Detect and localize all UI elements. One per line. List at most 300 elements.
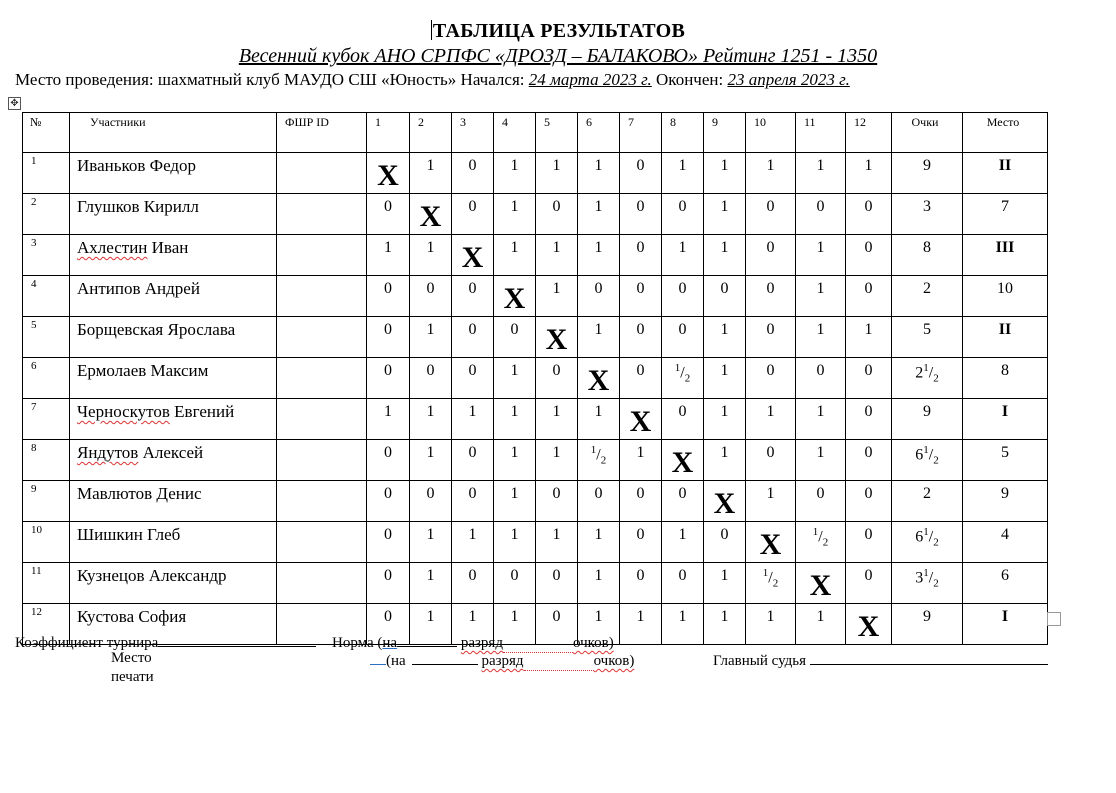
header-round: 6 (578, 113, 620, 153)
header-place: Место (963, 113, 1048, 153)
result-value: 0 (594, 280, 603, 297)
points-cell (892, 481, 963, 522)
self-cross-cell (494, 276, 536, 317)
result-value: 0 (720, 280, 729, 297)
result-cell (796, 604, 846, 645)
result-value: 1 (510, 444, 519, 461)
result-cell (796, 481, 846, 522)
result-value: 0 (864, 444, 873, 461)
result-cell (846, 563, 892, 604)
fshr-id-cell (277, 194, 367, 235)
result-cell (704, 194, 746, 235)
table-row (23, 440, 1048, 481)
participant-name (70, 317, 277, 358)
result-value: 1 (426, 403, 435, 420)
result-value: 1 (864, 321, 873, 338)
row-number: 2 (23, 194, 70, 235)
result-cell (536, 276, 578, 317)
points-value: 9 (923, 157, 931, 174)
points-cell (892, 235, 963, 276)
header-round: 9 (704, 113, 746, 153)
participant-name-text: Кузнецов Александр (77, 566, 227, 585)
result-value: 1 (816, 157, 825, 174)
result-value: 1 (510, 485, 519, 502)
result-value: 1 (816, 239, 825, 256)
result-cell (746, 481, 796, 522)
result-cell (367, 358, 410, 399)
footer-coefficient (15, 632, 316, 652)
result-cell (578, 481, 620, 522)
result-cell (746, 440, 796, 481)
result-value: $^1/_2$ (762, 567, 779, 590)
result-cell (846, 153, 892, 194)
result-cell (846, 194, 892, 235)
points-cell (892, 358, 963, 399)
result-cell (662, 153, 704, 194)
result-cell (494, 481, 536, 522)
result-cell (846, 522, 892, 563)
result-cell (796, 235, 846, 276)
result-cell (536, 153, 578, 194)
result-cell (494, 153, 536, 194)
result-value: 0 (384, 280, 392, 297)
judge-label: Главный судья (713, 653, 807, 669)
result-cell (452, 481, 494, 522)
row-number: 3 (23, 235, 70, 276)
result-cell (662, 317, 704, 358)
self-cross-cell (662, 440, 704, 481)
result-value: 0 (766, 280, 775, 297)
participant-name-text: Ахлестин Иван (77, 238, 189, 257)
points-cell (892, 440, 963, 481)
header-round: 7 (620, 113, 662, 153)
result-value: 0 (816, 362, 825, 379)
result-value: 1 (384, 403, 392, 420)
points-value: 9 (923, 403, 931, 420)
result-cell (662, 522, 704, 563)
table-row (23, 481, 1048, 522)
self-cross-cell (746, 522, 796, 563)
result-cell (452, 563, 494, 604)
cross-mark: X (857, 610, 880, 643)
result-value: 1 (720, 403, 729, 420)
result-value: 0 (678, 198, 687, 215)
result-value: 1 (552, 280, 561, 297)
result-value: 0 (510, 321, 519, 338)
points-value: 2 (923, 280, 931, 297)
result-cell (452, 358, 494, 399)
footer-norm-2: (на разряд очков) (370, 650, 634, 671)
result-cell (662, 604, 704, 645)
result-value: 0 (636, 157, 645, 174)
points-cell (892, 194, 963, 235)
cross-mark: X (809, 569, 832, 602)
result-cell (452, 317, 494, 358)
place-value: III (995, 239, 1015, 256)
result-cell (662, 563, 704, 604)
norm-razryad: разряд (460, 635, 503, 651)
result-value: 1 (766, 485, 775, 502)
result-cell (494, 358, 536, 399)
result-cell (746, 153, 796, 194)
result-value: 0 (468, 362, 477, 379)
result-value: 1 (426, 608, 435, 625)
result-cell (704, 235, 746, 276)
place-cell (963, 563, 1048, 604)
result-value: 1 (468, 403, 477, 420)
result-value: 1 (766, 157, 775, 174)
table-row (23, 522, 1048, 563)
result-cell (846, 399, 892, 440)
result-value: 1 (678, 608, 687, 625)
start-date: 24 марта 2023 г. (528, 70, 652, 89)
result-value: 1 (510, 157, 519, 174)
result-cell (410, 235, 452, 276)
table-resize-handle[interactable] (1047, 612, 1061, 626)
result-value: 1 (720, 567, 729, 584)
result-value: 0 (384, 198, 392, 215)
result-cell (746, 194, 796, 235)
fshr-id-cell (277, 317, 367, 358)
place-value: 5 (1001, 444, 1009, 461)
participant-name-text: Кустова София (77, 607, 187, 626)
self-cross-cell (452, 235, 494, 276)
result-value: $^1/_2$ (590, 444, 607, 467)
points-value: $6^1/_2$ (915, 526, 939, 549)
place-cell (963, 481, 1048, 522)
row-number: 4 (23, 276, 70, 317)
result-cell (494, 235, 536, 276)
result-cell (536, 235, 578, 276)
row-number: 12 (23, 604, 70, 645)
row-number: 8 (23, 440, 70, 481)
end-prefix: Окончен: (656, 70, 724, 89)
norm2-na: на (391, 653, 406, 669)
place-value: 8 (1001, 362, 1009, 379)
result-value: 0 (426, 362, 435, 379)
result-value: 0 (636, 321, 645, 338)
place-cell (963, 604, 1048, 645)
result-cell (536, 194, 578, 235)
participant-name (70, 563, 277, 604)
result-cell (536, 563, 578, 604)
participant-name (70, 522, 277, 563)
result-value: 0 (766, 239, 775, 256)
result-value: 0 (552, 485, 561, 502)
result-value: 0 (552, 362, 561, 379)
result-cell (620, 358, 662, 399)
result-cell (704, 440, 746, 481)
result-value: 0 (384, 526, 392, 543)
header-round: 10 (746, 113, 796, 153)
result-cell (846, 481, 892, 522)
participant-name-text: Яндутов Алексей (77, 443, 204, 462)
place-value: I (1001, 608, 1009, 625)
results-table (22, 112, 1048, 645)
result-value: 1 (720, 362, 729, 379)
result-cell (796, 194, 846, 235)
result-value: 1 (594, 608, 603, 625)
result-value: 1 (510, 239, 519, 256)
result-cell (410, 563, 452, 604)
header-fshr-id: ФШР ID (277, 113, 367, 153)
result-value: 0 (766, 198, 775, 215)
result-cell (620, 153, 662, 194)
result-cell (704, 276, 746, 317)
result-value: 0 (864, 280, 873, 297)
table-row (23, 276, 1048, 317)
result-value: 0 (678, 567, 687, 584)
result-value: 1 (510, 526, 519, 543)
result-cell (620, 563, 662, 604)
fshr-id-cell (277, 399, 367, 440)
result-value: 0 (636, 362, 645, 379)
result-value: 1 (678, 239, 687, 256)
cross-mark: X (759, 528, 782, 561)
result-cell (367, 276, 410, 317)
result-cell (704, 522, 746, 563)
cross-mark: X (377, 159, 399, 192)
result-value: 1 (816, 444, 825, 461)
result-cell (662, 481, 704, 522)
result-cell (367, 440, 410, 481)
footer-judge (713, 650, 1048, 670)
result-cell (746, 604, 796, 645)
table-row (23, 563, 1048, 604)
result-cell (796, 440, 846, 481)
table-row (23, 317, 1048, 358)
place-value: II (998, 321, 1012, 338)
result-value: 1 (426, 321, 435, 338)
result-cell (410, 440, 452, 481)
points-cell (892, 276, 963, 317)
result-cell (494, 317, 536, 358)
result-value: 0 (384, 321, 392, 338)
points-value: $2^1/_2$ (915, 362, 939, 385)
points-value: 9 (923, 608, 931, 625)
norm-blank[interactable] (397, 632, 457, 647)
result-cell (410, 399, 452, 440)
self-cross-cell (620, 399, 662, 440)
result-value: 1 (594, 526, 603, 543)
self-cross-cell (410, 194, 452, 235)
result-cell (620, 481, 662, 522)
participant-name (70, 440, 277, 481)
result-value: 0 (468, 198, 477, 215)
result-value: 0 (468, 280, 477, 297)
result-cell (452, 522, 494, 563)
fshr-id-cell (277, 276, 367, 317)
result-value: 1 (384, 239, 392, 256)
points-value: 3 (923, 198, 931, 215)
participant-name-text: Борщевская Ярослава (77, 320, 236, 339)
place-value: 10 (997, 280, 1013, 297)
result-value: 0 (636, 567, 645, 584)
result-cell (662, 235, 704, 276)
result-value: 0 (636, 280, 645, 297)
table-row (23, 153, 1048, 194)
participant-name-text: Ермолаев Максим (77, 361, 209, 380)
fshr-id-cell (277, 481, 367, 522)
norm2-razryad: разряд (481, 653, 524, 669)
result-value: 0 (678, 280, 687, 297)
result-value: 1 (636, 444, 645, 461)
result-cell (704, 604, 746, 645)
result-cell (367, 194, 410, 235)
cross-mark: X (629, 405, 652, 438)
place-value: 4 (1001, 526, 1009, 543)
norm2-blank[interactable] (412, 650, 478, 665)
row-number: 10 (23, 522, 70, 563)
result-cell (494, 194, 536, 235)
participant-name-text: Шишкин Глеб (77, 525, 181, 544)
norm2-ochkov: очков) (593, 653, 635, 669)
participant-name (70, 481, 277, 522)
judge-blank[interactable] (810, 650, 1048, 665)
participant-name-text: Иваньков Федор (77, 156, 197, 175)
end-date: 23 апреля 2023 г. (727, 70, 850, 89)
result-value: 0 (766, 362, 775, 379)
header-points: Очки (892, 113, 963, 153)
place-cell (963, 153, 1048, 194)
result-value: 0 (766, 321, 775, 338)
result-cell (410, 317, 452, 358)
place-cell (963, 317, 1048, 358)
place-value: 6 (1001, 567, 1009, 584)
result-value: 1 (816, 403, 825, 420)
result-cell (704, 153, 746, 194)
result-cell (578, 194, 620, 235)
result-cell (846, 440, 892, 481)
result-cell (846, 235, 892, 276)
result-cell (662, 399, 704, 440)
result-value: 1 (468, 526, 477, 543)
coef-blank[interactable] (158, 632, 316, 647)
row-number: 1 (23, 153, 70, 194)
cross-mark: X (503, 282, 526, 315)
result-value: 1 (426, 526, 435, 543)
result-cell (620, 317, 662, 358)
result-cell (620, 276, 662, 317)
fshr-id-cell (277, 563, 367, 604)
venue-prefix: Место проведения: шахматный клуб МАУДО СШ «Юность» Начался: (15, 70, 525, 89)
participant-name (70, 358, 277, 399)
fshr-id-cell (277, 440, 367, 481)
result-cell (410, 522, 452, 563)
header-participants: Участники (70, 113, 277, 153)
result-value: 0 (864, 362, 873, 379)
result-cell (367, 317, 410, 358)
result-value: 1 (426, 444, 435, 461)
self-cross-cell (536, 317, 578, 358)
cross-mark: X (671, 446, 694, 479)
norm-label: Норма ( (332, 635, 383, 651)
result-cell (796, 153, 846, 194)
result-cell (796, 399, 846, 440)
participant-name (70, 194, 277, 235)
coef-label: Коэффициент турнира (15, 635, 159, 651)
fshr-id-cell (277, 235, 367, 276)
result-value: 0 (468, 321, 477, 338)
result-value: 0 (384, 485, 392, 502)
cross-mark: X (461, 241, 484, 274)
result-value: $^1/_2$ (812, 526, 829, 549)
points-cell (892, 153, 963, 194)
result-value: 1 (720, 239, 729, 256)
result-cell (662, 194, 704, 235)
result-value: 0 (678, 321, 687, 338)
result-value: 0 (384, 444, 392, 461)
place-cell (963, 358, 1048, 399)
result-value: 1 (678, 157, 687, 174)
result-value: 1 (720, 157, 729, 174)
points-value: $3^1/_2$ (915, 567, 939, 590)
document-title (0, 20, 1116, 43)
result-value: 1 (766, 403, 775, 420)
result-value: 1 (594, 239, 603, 256)
result-cell (620, 522, 662, 563)
result-cell (796, 358, 846, 399)
result-cell (367, 522, 410, 563)
result-cell (367, 235, 410, 276)
table-move-handle-icon[interactable]: ✥ (8, 97, 21, 110)
self-cross-cell (367, 153, 410, 194)
result-cell (410, 358, 452, 399)
header-round: 1 (367, 113, 410, 153)
result-value: 1 (510, 362, 519, 379)
result-value: 1 (816, 280, 825, 297)
header-round: 12 (846, 113, 892, 153)
self-cross-cell (704, 481, 746, 522)
result-cell (452, 399, 494, 440)
result-value: 1 (816, 608, 825, 625)
cross-mark: X (545, 323, 568, 356)
result-value: 0 (720, 526, 729, 543)
result-value: 1 (426, 157, 435, 174)
result-value: 1 (552, 444, 561, 461)
result-value: 0 (678, 485, 687, 502)
result-cell (452, 153, 494, 194)
result-cell (746, 276, 796, 317)
cross-mark: X (713, 487, 736, 520)
result-cell (536, 440, 578, 481)
header-no: № (23, 113, 70, 153)
result-cell (746, 563, 796, 604)
points-cell (892, 604, 963, 645)
result-value: $^1/_2$ (674, 362, 691, 385)
fshr-id-cell (277, 153, 367, 194)
table-row (23, 194, 1048, 235)
participant-name (70, 399, 277, 440)
result-value: 0 (864, 567, 873, 584)
header-round: 8 (662, 113, 704, 153)
result-cell (796, 317, 846, 358)
result-value: 0 (636, 198, 645, 215)
cross-mark: X (587, 364, 610, 397)
place-cell (963, 399, 1048, 440)
stamp-place-1: Место (111, 650, 152, 666)
table-row (23, 399, 1048, 440)
result-cell (620, 440, 662, 481)
table-header-row (23, 113, 1048, 153)
result-value: 1 (594, 157, 603, 174)
result-value: 1 (594, 567, 603, 584)
result-cell (410, 153, 452, 194)
result-value: 1 (426, 239, 435, 256)
result-cell (846, 317, 892, 358)
result-value: 0 (384, 567, 392, 584)
result-cell (796, 522, 846, 563)
